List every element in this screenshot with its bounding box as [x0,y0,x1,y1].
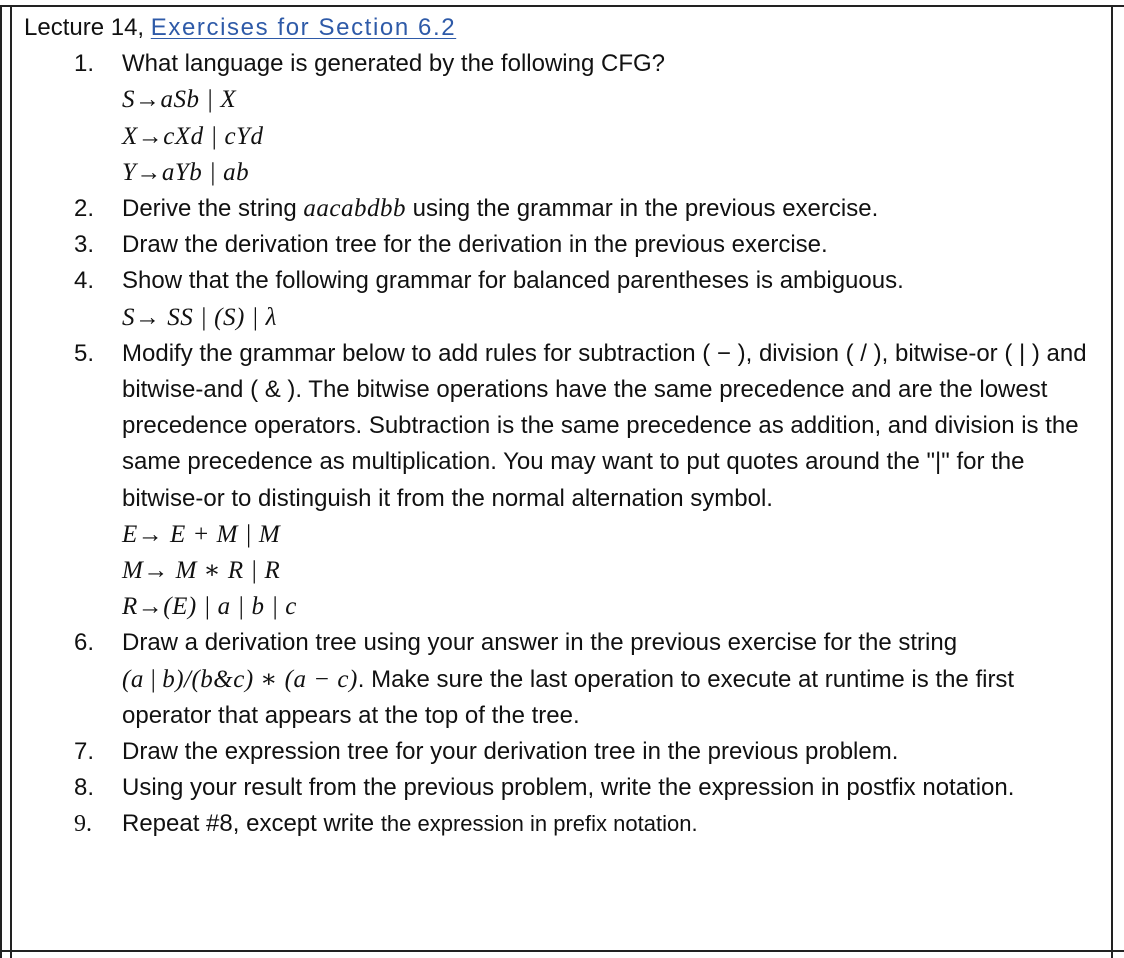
grammar-rule: S→aSb | X [122,86,237,114]
math-expression: (a | b)/(b&c) ∗ (a − c) [122,665,358,693]
exercise-text-end: using the grammar in the previous exercise. [406,195,879,223]
exercise-item-3 [24,227,1109,263]
table-border-outer-left [0,5,2,958]
exercise-text-end: . Make sure the last operation to execute at runtime is the first operator that appears at the top of the tree. [122,665,1015,729]
exercise-number: 5. [74,339,95,367]
exercise-text: Show that the following grammar for balanced parentheses is ambiguous. [122,267,904,295]
exercises-section-link[interactable]: Exercises for Section 6.2 [150,14,457,41]
exercise-number: 9. [74,811,92,838]
exercise-content [24,10,1109,843]
page-title [24,10,1109,46]
title-prefix: Lecture 14, [24,14,151,41]
math-string: aacabdbb [303,195,407,223]
exercise-text: Using your result from the previous problem, write the expression in postfix notation. [122,774,1015,802]
exercise-number: 8. [74,774,95,802]
exercise-text-start: Draw a derivation tree using your answer in the previous exercise for the string [122,629,958,657]
exercise-number: 2. [74,195,95,223]
exercise-text: Draw the derivation tree for the derivation in the previous exercise. [122,231,828,259]
grammar-rule: Y→aYb | ab [122,158,250,186]
exercise-text-start: Derive the string [122,195,304,223]
exercise-item-9 [24,806,1109,842]
grammar-rule: M→ M ∗ R | R [122,557,281,585]
table-border-top [0,5,1124,7]
exercise-item-7 [24,734,1109,770]
exercise-item-5 [24,336,1109,626]
exercise-item-1 [24,46,1109,191]
table-border-right [1111,5,1113,958]
exercise-number: 7. [74,738,95,766]
exercise-number: 1. [74,50,95,78]
exercise-text-end: the expression in prefix notation. [380,811,698,837]
table-border-bottom [0,950,1124,952]
exercise-text: What language is generated by the following CFG? [122,50,665,78]
exercise-text-start: Repeat #8, except write [122,810,381,838]
exercise-text: Modify the grammar below to add rules for subtraction ( − ), division ( / ), bitwise-or ( | ) and bitwise-and ( & ). The bitwise operations have the same precedence and are the lowest precedence operators. Subtraction is the same precedence as addition, and division is the same precedence as multiplication. You may want to put quotes around the "|" for the bitwise-or to distinguish it from the normal alternation symbol. [122,339,1087,512]
table-border-left [10,5,12,958]
exercise-number: 4. [74,267,95,295]
grammar-rule: X→cXd | cYd [122,122,264,150]
grammar-rule: E→ E + M | M [122,520,281,548]
exercise-item-2 [24,191,1109,227]
exercise-number: 3. [74,231,95,259]
grammar-rule: S→ SS | (S) | λ [122,303,277,331]
exercise-item-4 [24,263,1109,335]
exercise-text: Draw the expression tree for your derivation tree in the previous problem. [122,738,899,766]
exercise-item-8 [24,770,1109,806]
exercise-item-6 [24,625,1109,734]
grammar-rule: R→(E) | a | b | c [122,593,297,621]
exercise-number: 6. [74,629,95,657]
exercise-list [24,46,1109,842]
